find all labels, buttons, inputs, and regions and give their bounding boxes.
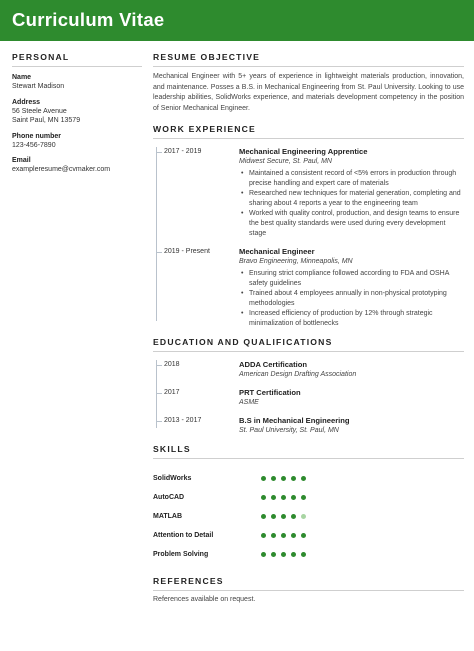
skills-list bbox=[153, 469, 464, 564]
rating-dot-filled bbox=[301, 533, 306, 538]
skill-rating bbox=[261, 533, 306, 538]
skill-rating bbox=[261, 476, 306, 481]
skill-rating bbox=[261, 514, 306, 519]
work-heading: WORK EXPERIENCE bbox=[153, 124, 464, 139]
rating-dot-filled bbox=[291, 533, 296, 538]
rating-dot-filled bbox=[301, 552, 306, 557]
skill-row bbox=[153, 507, 464, 526]
rating-dot-filled bbox=[281, 533, 286, 538]
rating-dot-empty bbox=[301, 514, 306, 519]
education-section bbox=[153, 337, 464, 436]
entry-date: 2019 - Present bbox=[164, 248, 210, 255]
name-value: Stewart Madison bbox=[12, 83, 65, 90]
skill-row bbox=[153, 469, 464, 488]
rating-dot-filled bbox=[291, 495, 296, 500]
rating-dot-filled bbox=[271, 533, 276, 538]
education-heading: EDUCATION AND QUALIFICATIONS bbox=[153, 337, 464, 352]
references-section bbox=[153, 576, 464, 603]
entry-date: 2013 - 2017 bbox=[164, 417, 202, 424]
email-label: Email bbox=[12, 157, 31, 164]
bullet-item: • Ensuring strict compliance followed according to FDA and OSHA safety guidelines bbox=[239, 269, 464, 289]
rating-dot-filled bbox=[261, 552, 266, 557]
entry-title: ADDA Certification bbox=[239, 360, 308, 369]
rating-dot-filled bbox=[281, 495, 286, 500]
address-line1: 56 Steele Avenue bbox=[12, 107, 67, 115]
entry-subtitle: Bravo Engineering, Minneapolis, MN bbox=[239, 258, 353, 265]
timeline-tick bbox=[156, 252, 162, 253]
bullet-item: • Maintained a consistent record of <5% errors in production through precise handling and expert care of materials bbox=[239, 169, 464, 189]
timeline-tick bbox=[156, 421, 162, 422]
rating-dot-filled bbox=[281, 476, 286, 481]
entry-title: Mechanical Engineering Apprentice bbox=[239, 147, 368, 156]
skill-row bbox=[153, 488, 464, 507]
address-line2: Saint Paul, MN 13579 bbox=[12, 117, 81, 124]
skill-name: SolidWorks bbox=[153, 475, 192, 482]
email-field bbox=[12, 156, 142, 175]
timeline-tick bbox=[156, 393, 162, 394]
skill-rating bbox=[261, 495, 306, 500]
rating-dot-filled bbox=[261, 495, 266, 500]
rating-dot-filled bbox=[261, 533, 266, 538]
bullet-item: • Increased efficiency of production by 12% through strategic minimalization of bottlenecks bbox=[239, 309, 464, 329]
skill-row bbox=[153, 545, 464, 564]
address-field bbox=[12, 98, 142, 126]
bullet-item: • Researched new techniques for material generation, completing and sharing about 4 reports a year to the engineering team bbox=[239, 189, 464, 209]
bullet-item: • Worked with quality control, production, and design teams to ensure the best quality standards were used during every development stage bbox=[239, 209, 464, 239]
rating-dot-filled bbox=[271, 476, 276, 481]
work-section bbox=[153, 124, 464, 329]
rating-dot-filled bbox=[281, 514, 286, 519]
education-entry bbox=[153, 388, 464, 408]
address-label: Address bbox=[12, 98, 41, 106]
entry-bullets bbox=[239, 169, 464, 239]
skills-section bbox=[153, 444, 464, 564]
entry-bullets bbox=[239, 269, 464, 329]
work-timeline bbox=[153, 147, 464, 329]
references-heading: REFERENCES bbox=[153, 576, 464, 591]
sidebar-personal bbox=[12, 52, 142, 175]
rating-dot-filled bbox=[261, 514, 266, 519]
entry-title: PRT Certification bbox=[239, 388, 301, 397]
email-value: exampleresume@cvmaker.com bbox=[12, 166, 111, 173]
rating-dot-filled bbox=[301, 476, 306, 481]
entry-subtitle: ASME bbox=[239, 399, 259, 406]
work-entry bbox=[153, 147, 464, 239]
rating-dot-filled bbox=[291, 552, 296, 557]
skill-name: Attention to Detail bbox=[153, 532, 214, 539]
skill-rating bbox=[261, 552, 306, 557]
timeline-tick bbox=[156, 365, 162, 366]
education-entry bbox=[153, 416, 464, 436]
entry-date: 2018 bbox=[164, 361, 180, 368]
header-bar bbox=[0, 0, 474, 41]
rating-dot-filled bbox=[271, 514, 276, 519]
education-entry bbox=[153, 360, 464, 380]
phone-field bbox=[12, 132, 142, 151]
skill-name: AutoCAD bbox=[153, 494, 185, 501]
objective-heading: RESUME OBJECTIVE bbox=[153, 52, 464, 67]
timeline-tick bbox=[156, 152, 162, 153]
skills-heading: SKILLS bbox=[153, 444, 464, 459]
rating-dot-filled bbox=[281, 552, 286, 557]
phone-value: 123-456-7890 bbox=[12, 141, 56, 149]
entry-subtitle: American Design Drafting Association bbox=[239, 371, 357, 378]
personal-heading: PERSONAL bbox=[12, 52, 142, 67]
page-title: Curriculum Vitae bbox=[12, 9, 165, 30]
references-text: References available on request. bbox=[153, 596, 256, 603]
name-label: Name bbox=[12, 74, 32, 81]
education-timeline bbox=[153, 360, 464, 436]
work-entry bbox=[153, 247, 464, 329]
entry-title: Mechanical Engineer bbox=[239, 247, 315, 256]
rating-dot-filled bbox=[261, 476, 266, 481]
main-content bbox=[153, 52, 464, 603]
skill-name: MATLAB bbox=[153, 513, 183, 520]
rating-dot-filled bbox=[271, 495, 276, 500]
entry-subtitle: Midwest Secure, St. Paul, MN bbox=[239, 158, 332, 165]
entry-title: B.S in Mechanical Engineering bbox=[239, 416, 350, 425]
entry-date: 2017 bbox=[164, 389, 180, 396]
rating-dot-filled bbox=[301, 495, 306, 500]
bullet-item: • Trained about 4 employees annually in non-physical prototyping methodologies bbox=[239, 289, 464, 309]
objective-text: Mechanical Engineer with 5+ years of experience in lightweight materials production, innovation, and maintenance. Posses a B.S. in Mechanical Engineering from St. Paul University. Looking to use leadership abilities, SolidWorks experience, and materials development competency in the position of Senior Mechanical Engineer. bbox=[153, 73, 464, 112]
name-field bbox=[12, 73, 142, 92]
rating-dot-filled bbox=[291, 476, 296, 481]
rating-dot-filled bbox=[271, 552, 276, 557]
entry-date: 2017 - 2019 bbox=[164, 148, 202, 155]
entry-subtitle: St. Paul University, St. Paul, MN bbox=[239, 427, 339, 434]
phone-label: Phone number bbox=[12, 132, 62, 140]
objective-section bbox=[153, 52, 464, 114]
rating-dot-filled bbox=[291, 514, 296, 519]
skill-name: Problem Solving bbox=[153, 551, 209, 558]
skill-row bbox=[153, 526, 464, 545]
